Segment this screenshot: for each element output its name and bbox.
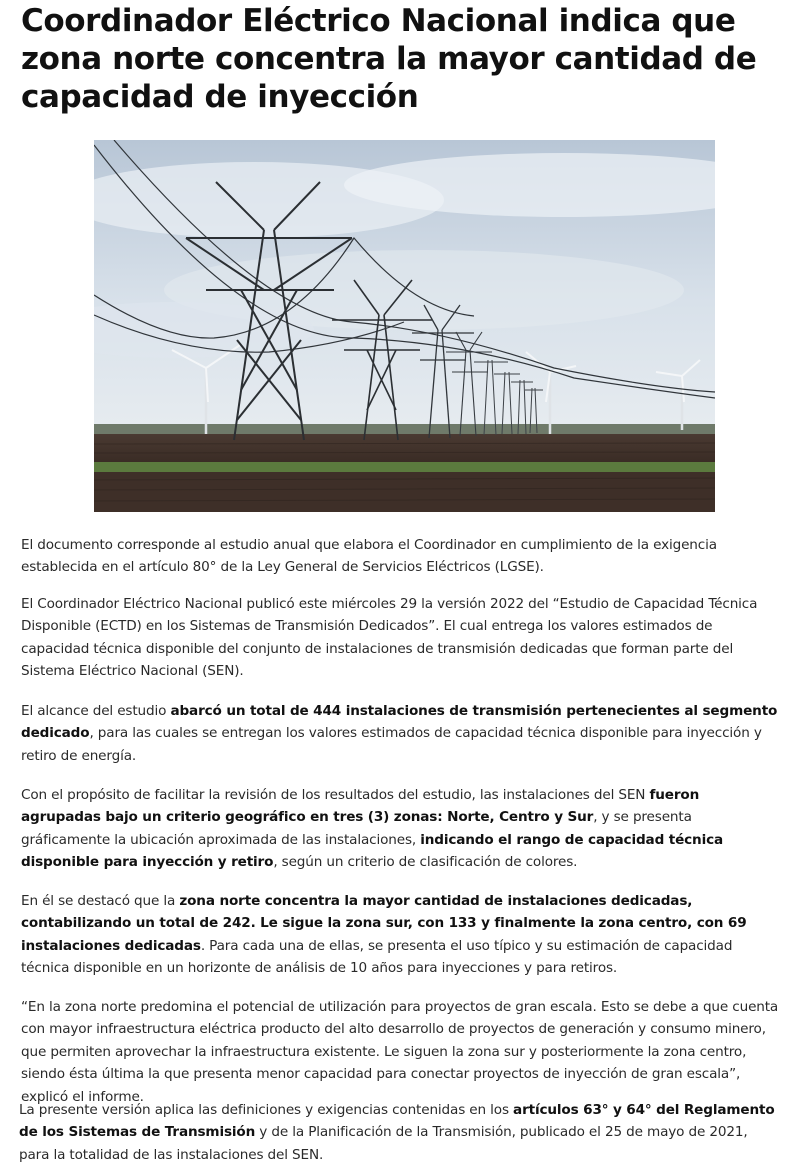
hero-image-power-lines [94, 140, 715, 512]
text-run: En él se destacó que la [21, 893, 180, 909]
paragraph-1 [21, 534, 781, 579]
paragraph-2 [21, 593, 781, 683]
paragraph-7 [19, 1099, 779, 1166]
bold-text: artículos 63° y 64° del Reglamento de los Sistemas de Transmisión [19, 1102, 775, 1141]
text-run: , y se presenta gráficamente la ubicación aproximada de las instalaciones, [21, 809, 692, 848]
text-run: La presente versión aplica las definiciones y exigencias contenidas en los [19, 1102, 514, 1118]
text-run: El documento corresponde al estudio anual que elabora el Coordinador en cumplimiento de la exigencia establecida en el artículo 80° de la Ley General de Servicios Eléctricos (LGSE). [21, 537, 717, 576]
paragraph-5 [21, 890, 781, 980]
text-run: Con el propósito de facilitar la revisión de los resultados del estudio, las instalaciones del SEN [21, 787, 650, 803]
text-run: “En la zona norte predomina el potencial de utilización para proyectos de gran escala. Esto se debe a que cuenta con mayor infraestructura eléctrica producto del alto desarrollo de proyectos de generación y consumo minero, que permiten aprovechar la infraestructura existente. Le siguen la zona sur y posteriormente la zona centro, siendo ésta última la que presenta menor capacidad para conectar proyectos de inyección de gran escala”, explicó el informe. [21, 999, 779, 1105]
text-run: . Para cada una de ellas, se presenta el uso típico y su estimación de capacidad técnica disponible en un horizonte de análisis de 10 años para inyecciones y para retiros. [21, 937, 733, 977]
text-run: , según un criterio de clasificación de colores. [273, 854, 578, 871]
text-run: , para las cuales se entregan los valores estimados de capacidad técnica disponible para inyección y retiro de energía. [21, 725, 762, 764]
bold-text: indicando el rango de capacidad técnica disponible para inyección y retiro [21, 831, 724, 871]
article-title: Coordinador Eléctrico Nacional indica que zona norte concentra la mayor cantidad de capacidad de inyección [21, 3, 757, 115]
paragraph-3 [21, 700, 781, 767]
text-run: y de la Planificación de la Transmisión, publicado el 25 de mayo de 2021, para la totalidad de las instalaciones del SEN. [19, 1124, 748, 1163]
bold-text: zona norte concentra la mayor cantidad de instalaciones dedicadas, contabilizando un total de 242. Le sigue la zona sur, con 133 y finalmente la zona centro, con 69 instalaciones dedicadas [21, 893, 747, 954]
paragraph-4 [21, 784, 781, 874]
bold-text: fueron agrupadas bajo un criterio geográfico en tres (3) zonas: Norte, Centro y Sur [21, 787, 700, 826]
text-run: El alcance del estudio [21, 703, 171, 719]
paragraph-6 [21, 996, 781, 1108]
bold-text: abarcó un total de 444 instalaciones de transmisión pertenecientes al segmento dedicado [21, 703, 778, 742]
text-run: El Coordinador Eléctrico Nacional publicó este miércoles 29 la versión 2022 del “Estudio de Capacidad Técnica Disponible (ECTD) en los Sistemas de Transmisión Dedicados”. El cual entrega los valores estimados de capacidad técnica disponible del conjunto de instalaciones de transmisión dedicadas que forman parte del Sistema Eléctrico Nacional (SEN). [21, 596, 758, 680]
